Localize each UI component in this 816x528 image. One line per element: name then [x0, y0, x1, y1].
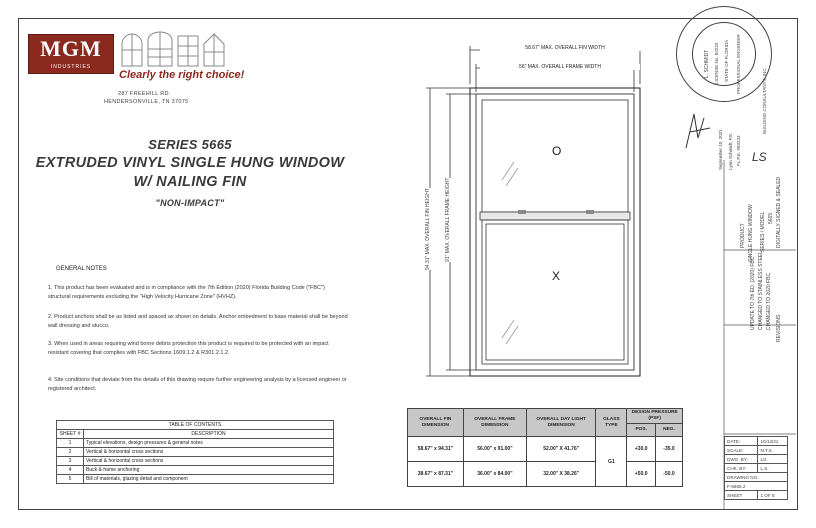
table-row — [57, 466, 334, 475]
toc-desc: Vertical & horizontal cross sections — [84, 457, 334, 466]
toc-desc: Vertical & horizontal cross sections — [84, 448, 334, 457]
neg-pressure: -50.0 — [656, 462, 683, 487]
fixed-sash-mark: O — [552, 144, 562, 158]
tb-value: N.T.S. — [758, 446, 788, 455]
revision-entry: CHANGED TO 2020 FBC — [766, 272, 772, 330]
series-model-label: SERIES / MODEL — [760, 211, 766, 252]
dlo-dim: 52.00" X 41.76" — [526, 437, 595, 462]
table-row — [57, 475, 334, 484]
toc-sheet: 2 — [57, 448, 84, 457]
general-note: 1. This product has been evaluated and is in compliance with the 7th Edition (2020) Florida Building Code ("FBC") structural requirements excluding the "High Velocity Hurricane Zone" (HVHZ). — [48, 285, 325, 300]
pos-pressure: +50.0 — [627, 462, 656, 487]
table-row — [57, 439, 334, 448]
product-label: PRODUCT — [740, 223, 746, 248]
col-neg: NEG. — [656, 424, 683, 437]
fin-dim: 38.67" x 87.31" — [408, 462, 464, 487]
signature-icon — [680, 108, 716, 156]
general-note: 2. Product anchors shall be as listed and spaced as shown on details. Anchor embedment to base material shall be beyond wall dressing and stucco. — [48, 314, 348, 329]
table-row — [57, 457, 334, 466]
fin-height-dimension: 94.31" MAX. OVERALL FIN HEIGHT — [425, 188, 431, 270]
tb-label: CHK. BY: — [725, 464, 758, 473]
toc-sheet: 1 — [57, 439, 84, 448]
engineer-name: Lynn Schmidt, P.E. — [728, 132, 733, 170]
tb-value: LG — [758, 455, 788, 464]
engineer-pe: FL P.E. #83233 — [736, 135, 741, 166]
toc-desc: Bill of materials, glazing detail and component — [84, 475, 334, 484]
tb-value: 10/14/21 — [758, 437, 788, 446]
seal-role: PROFESSIONAL ENGINEER — [736, 34, 741, 94]
tb-label: DWG. BY: — [725, 455, 758, 464]
fin-width-dimension: 58.67" MAX. OVERALL FIN WIDTH — [480, 45, 650, 51]
col-frame: OVERALL FRAME DIMENSION — [463, 409, 526, 437]
toc-col-description: DESCRIPTION — [84, 430, 334, 439]
tb-value: 1 OF 5 — [758, 491, 788, 500]
revisions-title: REVISIONS — [776, 314, 782, 342]
product-value: SINGLE HUNG WINDOW — [748, 204, 754, 262]
table-of-contents — [56, 420, 334, 484]
toc-desc: Typical elevations, design pressures & general notes — [84, 439, 334, 448]
tb-label: SCALE: — [725, 446, 758, 455]
engineer-signature: LS — [752, 150, 767, 164]
toc-sheet: 5 — [57, 475, 84, 484]
col-pos: POS. — [627, 424, 656, 437]
frame-height-dimension: 91" MAX. OVERALL FRAME HEIGHT — [445, 177, 451, 262]
table-row — [408, 462, 683, 487]
product-subtitle: W/ NAILING FIN — [133, 174, 247, 190]
title-block-lines — [720, 160, 800, 510]
general-note: 4. Site conditions that deviate from the details of this drawing require further engineering analysis by a licensed engineer or registered architect. — [48, 377, 347, 392]
design-pressure-table — [407, 408, 683, 487]
col-fin: OVERALL FIN DIMENSION — [408, 409, 464, 437]
dlo-dim: 32.00" X 38.26" — [526, 462, 595, 487]
address-line-1: 287 FREEHILL RD. — [118, 91, 171, 97]
tb-value: L.S. — [758, 464, 788, 473]
fin-dim: 58.67" x 94.31" — [408, 437, 464, 462]
frame-dim: 36.00" x 84.00" — [463, 462, 526, 487]
revision-entry: CHANGED TO STAINLESS STEEL — [758, 251, 764, 330]
pos-pressure: +30.0 — [627, 437, 656, 462]
impact-rating: "NON-IMPACT" — [155, 198, 225, 208]
tb-value: F-5665.2 — [725, 482, 788, 491]
col-glass: GLASS TYPE — [596, 409, 627, 437]
col-dlo: OVERALL DAY LIGHT DIMENSION — [526, 409, 595, 437]
general-note: 3. When used in areas requiring wind borne debris protection this product is required to be protected with an impact resistant covering that complies with FBC Sections 1609.1.2 & R301.2.1.2. — [48, 341, 329, 356]
toc-title: TABLE OF CONTENTS — [57, 421, 334, 430]
toc-sheet: 4 — [57, 466, 84, 475]
toc-desc: Buck & frame anchoring — [84, 466, 334, 475]
address-line-2: HENDERSONVILLE, TN 37075 — [104, 99, 189, 105]
tb-label: SHEET — [725, 491, 758, 500]
table-row — [57, 448, 334, 457]
toc-col-sheet: SHEET # — [57, 430, 84, 439]
glass-type: G1 — [596, 437, 627, 487]
table-row — [408, 437, 683, 462]
series-title: SERIES 5665 — [148, 137, 232, 152]
engineer-block: DIGITALLY SIGNED & SEALED — [776, 176, 782, 248]
frame-width-dimension: 56" MAX. OVERALL FRAME WIDTH — [480, 64, 640, 70]
logo-brand: MGM — [40, 36, 102, 61]
col-design-pressure: DESIGN PRESSURE (PSF) — [627, 409, 683, 424]
seal-license: LICENSE No. 83233 — [714, 42, 719, 84]
tb-label: DRAWING NO. — [725, 473, 788, 482]
toc-sheet: 3 — [57, 457, 84, 466]
revision-entry: UPDATE TO 7th ED. (2020) FBC — [750, 256, 756, 330]
series-model-value: 5665 — [768, 212, 774, 224]
tagline: Clearly the right choice! — [119, 69, 245, 81]
tb-label: DATE: — [725, 437, 758, 446]
signature-date: September 10, 2021 — [718, 129, 723, 170]
logo-sub: INDUSTRIES — [50, 64, 92, 70]
seal-state: STATE OF FLORIDA — [724, 39, 729, 82]
product-title: EXTRUDED VINYL SINGLE HUNG WINDOW — [35, 155, 345, 171]
general-notes-heading: GENERAL NOTES — [56, 266, 107, 272]
operable-sash-mark: X — [552, 269, 561, 283]
engineer-firm: BUILDING CONSULTANTS, INC. — [762, 67, 767, 134]
frame-dim: 56.00" x 91.00" — [463, 437, 526, 462]
neg-pressure: -35.0 — [656, 437, 683, 462]
window-shapes-icon — [118, 30, 226, 68]
seal-name: L. SCHMIDT — [704, 49, 710, 78]
